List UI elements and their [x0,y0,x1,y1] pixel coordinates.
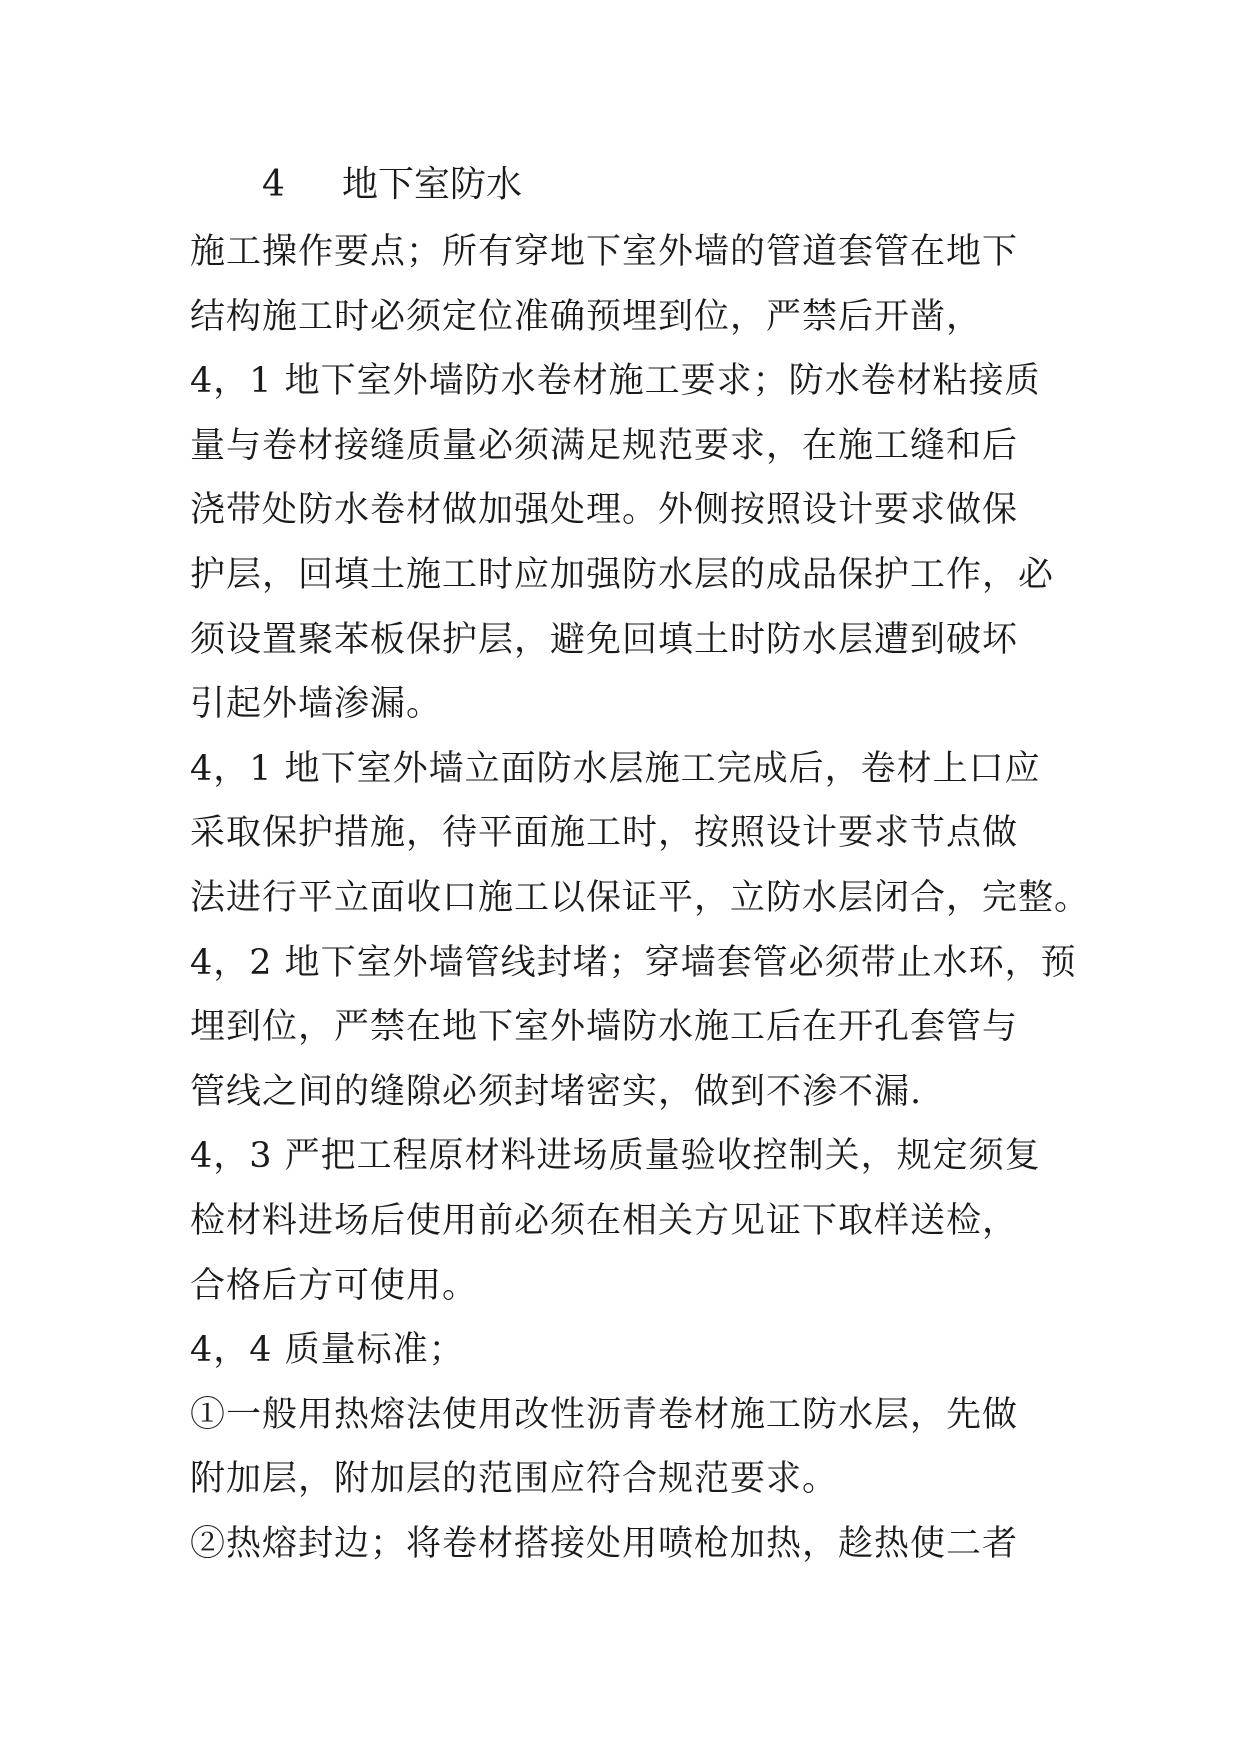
text-line: 护层，回填土施工时应加强防水层的成品保护工作，必 [190,554,1055,595]
text-line: 须设置聚苯板保护层，避免回填土时防水层遭到破坏 [190,619,1019,660]
text-line: 施工操作要点；所有穿地下室外墙的管道套管在地下 [190,232,1019,272]
document-body [190,150,1091,1576]
text-line: 采取保护措施，待平面施工时，按照设计要求节点做 [190,813,1019,854]
text-line: 埋到位，严禁在地下室外墙防水施工后在开孔套管与 [190,1007,1019,1048]
text-line: 4，2 地下室外墙管线封堵；穿墙套管必须带止水环，预 [190,942,1077,983]
text-line: 检材料进场后使用前必须在相关方见证下取样送检， [190,1200,1019,1241]
text-line: ①一般用热熔法使用改性沥青卷材施工防水层，先做 [190,1394,1019,1435]
text-line: 附加层，附加层的范围应符合规范要求。 [190,1459,839,1500]
text-line: 4，1 地下室外墙立面防水层施工完成后，卷材上口应 [190,748,1041,789]
text-line: 合格后方可使用。 [190,1265,479,1306]
text-line: 量与卷材接缝质量必须满足规范要求，在施工缝和后 [190,425,1019,466]
text-line: 4，4 质量标准； [190,1330,465,1371]
text-line: 结构施工时必须定位准确预埋到位，严禁后开凿， [190,296,983,337]
text-line: 管线之间的缝隙必须封堵密实，做到不渗不漏. [190,1071,923,1112]
section-number: 4 [262,164,285,205]
text-line: ②热熔封边；将卷材搭接处用喷枪加热，趁热使二者 [190,1523,1019,1564]
text-line: 4，1 地下室外墙防水卷材施工要求；防水卷材粘接质 [190,361,1041,402]
text-line: 浇带处防水卷材做加强处理。外侧按照设计要求做保 [190,490,1019,531]
section-heading [190,150,1070,220]
text-line: 4，3 严把工程原材料进场质量验收控制关，规定须复 [190,1136,1041,1177]
text-line: 引起外墙渗漏。 [190,684,443,725]
text-line: 法进行平立面收口施工以保证平，立防水层闭合，完整。 [190,877,1091,918]
section-title: 地下室防水 [342,164,523,205]
